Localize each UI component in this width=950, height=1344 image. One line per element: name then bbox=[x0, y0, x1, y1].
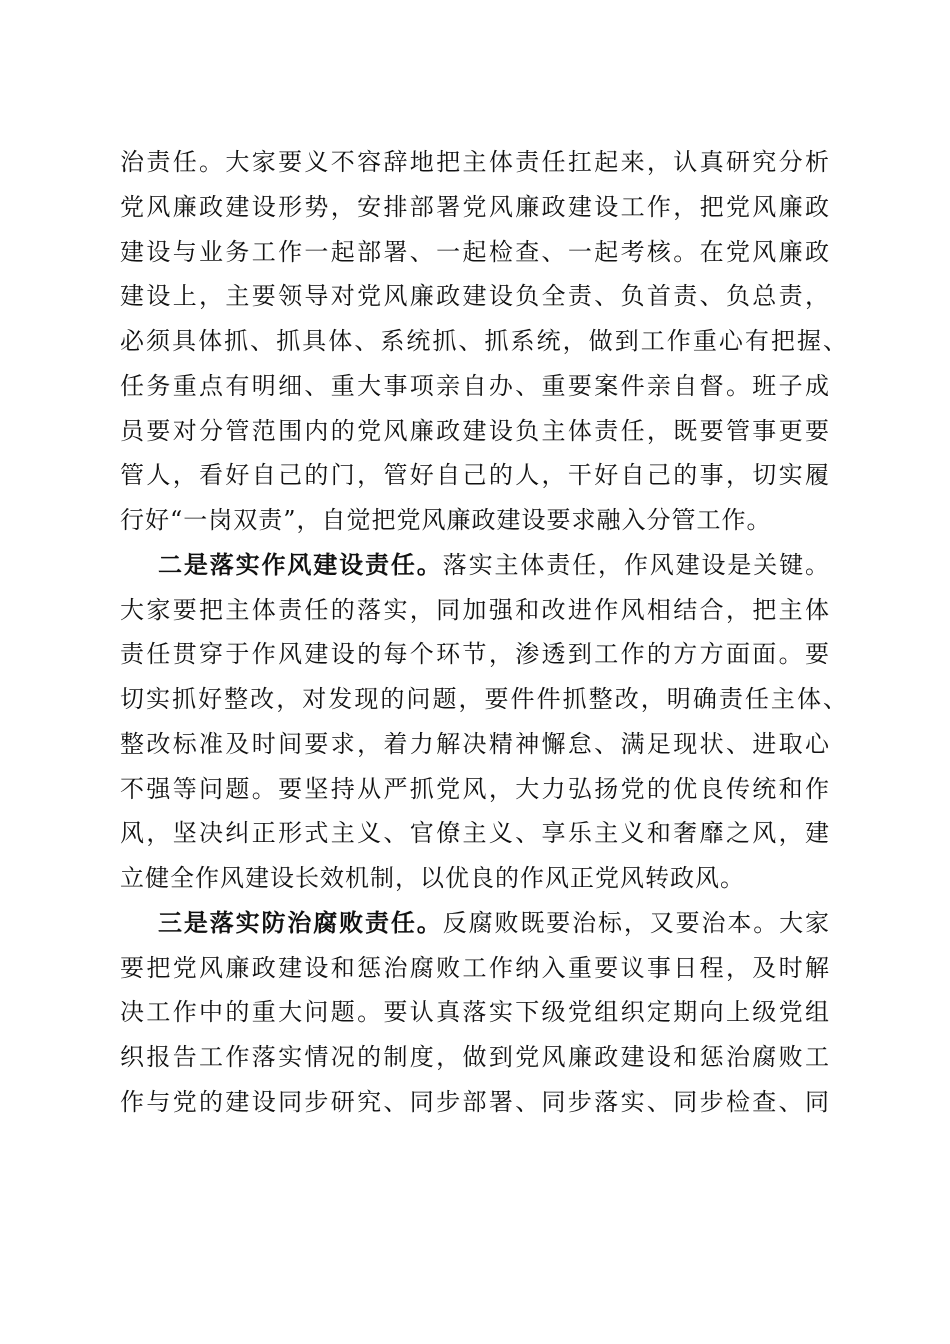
text-line: 责任贯穿于作风建设的每个环节，渗透到工作的方方面面。要 bbox=[120, 640, 830, 669]
text-line: 管人，看好自己的门，管好自己的人，干好自己的事，切实履 bbox=[120, 461, 830, 490]
paragraph-heading: 二是落实作风建设责任。 bbox=[158, 549, 443, 579]
paragraph-2 bbox=[120, 543, 850, 901]
text-line: 切实抓好整改，对发现的问题，要件件抓整改，明确责任主体、 bbox=[120, 685, 848, 713]
paragraph-1 bbox=[120, 140, 850, 543]
text-line: 治责任。大家要义不容辞地把主体责任扛起来，认真研究分析 bbox=[120, 148, 830, 176]
text-line: 要把党风廉政建设和惩治腐败工作纳入重要议事日程，及时解 bbox=[120, 953, 830, 982]
text-line-rest: 落实主体责任，作风建设是关键。 bbox=[442, 550, 830, 579]
text-line: 风，坚决纠正形式主义、官僚主义、享乐主义和奢靡之风，建 bbox=[120, 819, 830, 848]
text-line: 大家要把主体责任的落实，同加强和改进作风相结合，把主体 bbox=[120, 595, 830, 624]
text-line: 建设与业务工作一起部署、一起检查、一起考核。在党风廉政 bbox=[120, 237, 830, 266]
text-line-rest: 反腐败既要治标，又要治本。大家 bbox=[442, 908, 830, 937]
text-line: 员要对分管范围内的党风廉政建设负主体责任，既要管事更要 bbox=[120, 416, 830, 445]
text-line: 织报告工作落实情况的制度，做到党风廉政建设和惩治腐败工 bbox=[120, 1043, 830, 1071]
text-line: 整改标准及时间要求，着力解决精神懈怠、满足现状、进取心 bbox=[120, 729, 830, 758]
text-line: 必须具体抓、抓具体、系统抓、抓系统，做到工作重心有把握、 bbox=[120, 327, 848, 355]
text-line: 党风廉政建设形势，安排部署党风廉政建设工作，把党风廉政 bbox=[120, 192, 830, 221]
text-line: 作与党的建设同步研究、同步部署、同步落实、同步检查、同 bbox=[120, 1087, 830, 1116]
text-line: 行好“一岗双责”，自觉把党风廉政建设要求融入分管工作。 bbox=[120, 506, 772, 534]
text-line: 建设上，主要领导对党风廉政建设负全责、负首责、负总责， bbox=[120, 282, 830, 311]
paragraph-first-line bbox=[120, 543, 830, 588]
paragraph-first-line bbox=[120, 901, 830, 946]
document-page bbox=[120, 140, 850, 1125]
text-line: 立健全作风建设长效机制，以优良的作风正党风转政风。 bbox=[120, 864, 745, 892]
paragraph-heading: 三是落实防治腐败责任。 bbox=[158, 907, 443, 937]
text-line: 决工作中的重大问题。要认真落实下级党组织定期向上级党组 bbox=[120, 998, 830, 1027]
text-line: 不强等问题。要坚持从严抓党风，大力弘扬党的优良传统和作 bbox=[120, 774, 830, 803]
paragraph-3 bbox=[120, 901, 850, 1125]
text-line: 任务重点有明细、重大事项亲自办、重要案件亲自督。班子成 bbox=[120, 371, 830, 400]
